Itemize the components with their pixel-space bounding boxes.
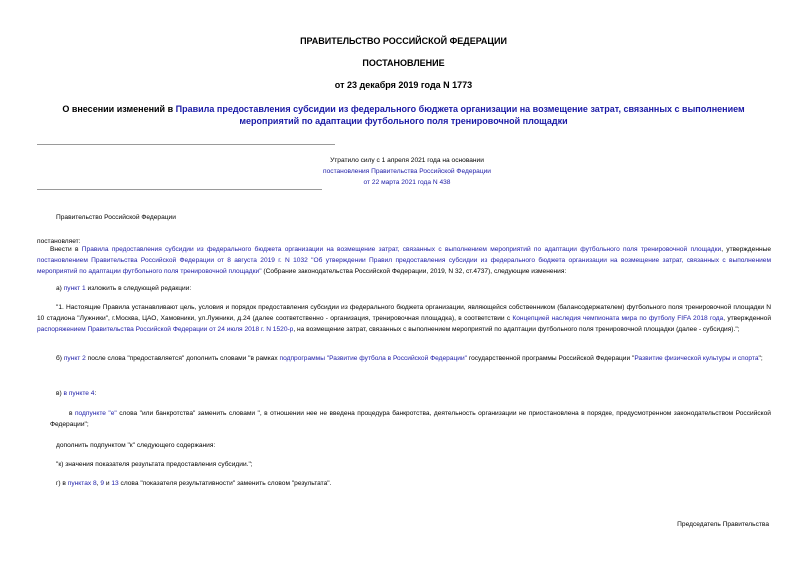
divider-bottom [37,189,322,190]
item-b-text-4: "; [758,355,763,362]
item-g-text-1: г) в [56,480,68,487]
concept-link[interactable]: Концепцией наследия чемпионата мира по футболу FIFA 2018 года [512,315,724,322]
item-v-subpoint-k: "к) значения показателя результата предоставления субсидии."; [56,461,253,468]
item-a-text-1: а) [56,285,64,292]
document-title [50,103,757,127]
intro-rules-link[interactable]: Правила предоставления субсидии из федерального бюджета организации на возмещение затрат, связанных с выполнением мероприятий по адаптации футбольного поля тренировочной площадки [81,246,722,253]
subprogram-link[interactable]: подпрограммы "Развитие футбола в Российской Федерации" [279,355,467,362]
item-g-text-2: , [96,480,101,487]
item-a [56,283,790,294]
item-b-text-3: государственной программы Российской Федерации " [466,355,635,362]
item-b [37,353,771,364]
item-v [56,388,790,399]
title-prefix: О внесении изменений в [62,104,176,114]
intro-text-3: (Собрание законодательства Российской Федерации, 2019, N 32, ст.4737), следующие изменения: [261,268,567,275]
lapsed-notice [262,155,552,188]
item-b-text-1: б) [56,355,64,362]
state-program-link[interactable]: Развитие физической культуры и спорта [634,355,759,362]
chairman-signature-title: Председатель Правительства [677,521,769,528]
item-v1-text-2: слова "или банкротства" заменить словами ", в отношении нее не введена процедура банкротства, деятельность организации не приостановлена в порядке, предусмотренном законодательством Российской Федерации"; [50,410,771,428]
order-link[interactable]: распоряжением Правительства Российской Федерации от 24 июля 2018 г. N 1520-р [37,326,294,333]
document-date-number: от 23 декабря 2019 года N 1773 [334,80,473,90]
lapsed-decree-link[interactable]: постановления Правительства Российской Федерации [323,168,491,175]
item-a-text-2: изложить в следующей редакции: [85,285,192,292]
item-a-new-text-2: , утвержденной [723,315,771,322]
item-a-new-text-3: , на возмещение затрат, связанных с выполнением мероприятий по адаптации футбольного поля тренировочной площадки (далее - субсидия)."; [293,326,740,333]
title-rules-link[interactable]: Правила предоставления субсидии из федерального бюджета организации на возмещение затрат, связанных с выполнением мероприятий по адаптации футбольного поля тренировочной площадки [175,104,745,126]
point-8-link[interactable]: пунктах 8 [67,480,97,487]
intro-decree-link[interactable]: постановлением Правительства Российской Федерации от 8 августа 2019 г. N 1032 "Об утверждении Правил предоставления субсидии из федерального бюджета организации на возмещение затрат, связанных с выполнением мероприятий по адаптации футбольного поля тренировочной площадки" [37,257,771,275]
item-g [56,478,790,489]
item-v-text-1: в) [56,390,64,397]
lapsed-line-1: Утратило силу с 1 апреля 2021 года на основании [330,157,484,164]
issuer-name: Правительство Российской Федерации [56,214,176,221]
item-v-text-2: : [94,390,97,397]
item-g-text-4: слова "показателя результативности" заменить словом "результата". [118,480,332,487]
resolves-text: постановляет: [37,238,81,245]
item-v-point-4-link[interactable]: в пункте 4 [63,390,95,397]
government-heading: ПРАВИТЕЛЬСТВО РОССИЙСКОЙ ФЕДЕРАЦИИ [300,36,507,46]
item-v-add-subpoint: дополнить подпунктом "к" следующего содержания: [56,442,216,449]
subpoint-e-link[interactable]: подпункте "е" [74,410,117,417]
lapsed-decree-date-link[interactable]: от 22 марта 2021 года N 438 [363,179,451,186]
item-a-new-text [37,302,771,335]
item-a-new-text-1: "1. Настоящие Правила устанавливают цель, условия и порядок предоставления субсидии из федерального бюджета организации, являющейся собственником (балансодержателем) футбольного поля тренировочной площадки N 10 стадиона "Лужники", г.Москва, ЦАО, Хамовники, ул.Лужники, д.24 (далее соответственно - организация, тренировочная площадка), в соответствии с [37,304,771,322]
item-b-point-2-link[interactable]: пункт 2 [63,355,86,362]
divider-top [37,144,335,145]
item-v1-text-1: в [69,410,75,417]
document-type-heading: ПОСТАНОВЛЕНИЕ [362,58,445,68]
intro-text-1: Внести в [50,246,82,253]
intro-text-2: , утвержденные [721,246,772,253]
point-9-link[interactable]: 9 [100,480,105,487]
item-v-subpoint-e [50,408,771,430]
point-13-link[interactable]: 13 [111,480,119,487]
intro-paragraph [37,244,771,277]
item-a-point-1-link[interactable]: пункт 1 [63,285,86,292]
item-b-text-2: после слова "предоставляется" дополнить словами "в рамках [85,355,280,362]
item-g-text-3: и [104,480,112,487]
